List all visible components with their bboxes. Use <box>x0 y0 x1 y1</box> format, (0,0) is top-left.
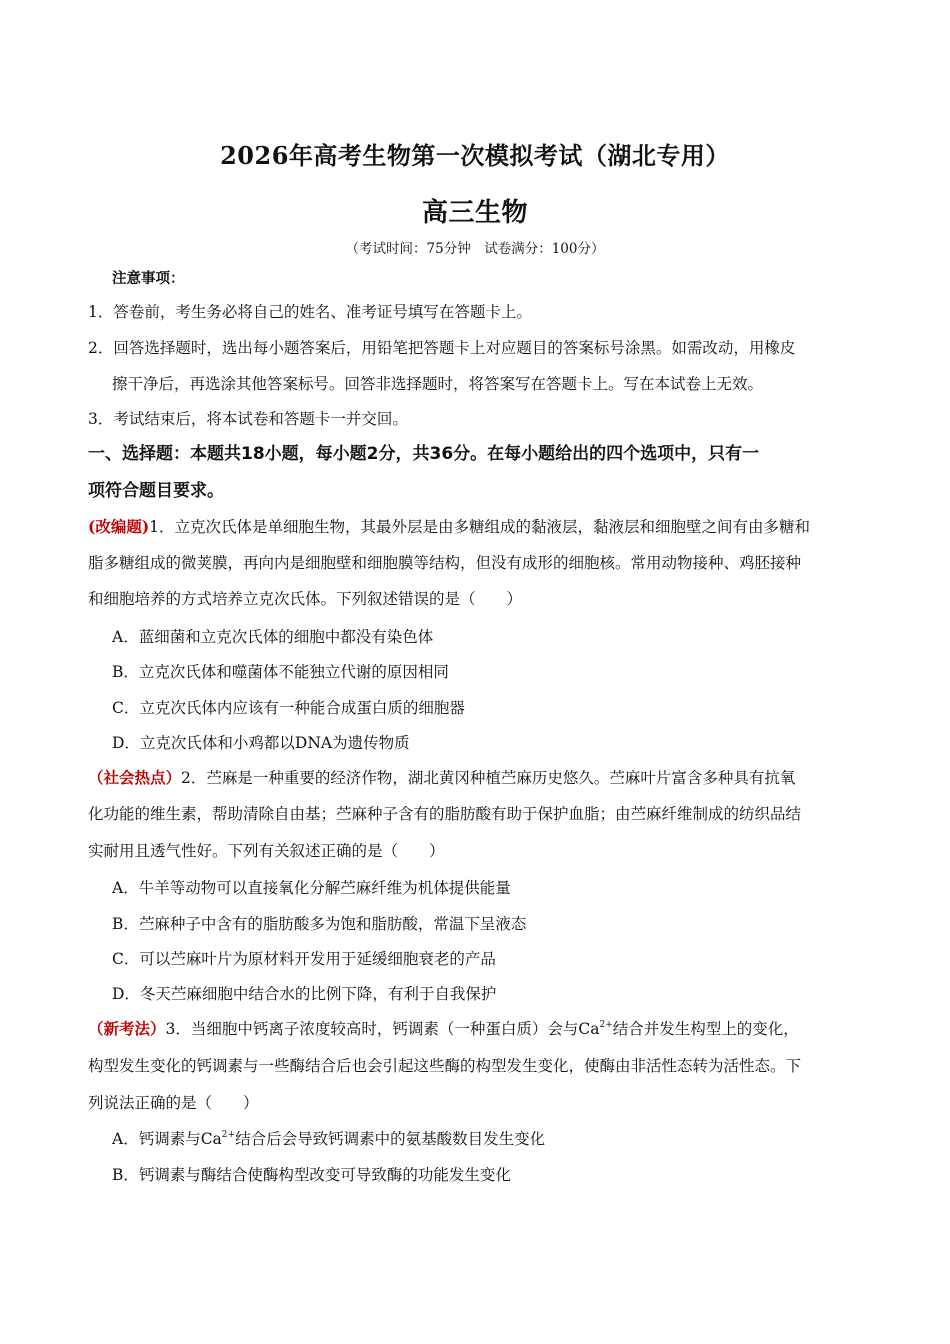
question-1-option-a: A．蓝细菌和立克次氏体的细胞中都没有染色体 <box>112 628 434 646</box>
question-3-ion-charge: 2+ <box>599 1019 613 1030</box>
question-2-tag: （社会热点） <box>88 768 182 787</box>
question-3-line-1 <box>88 1018 862 1040</box>
notice-item-1: 1．答卷前，考生务必将自己的姓名、准考证号填写在答题卡上。 <box>88 303 532 321</box>
question-3-tag: （新考法） <box>88 1019 166 1038</box>
section-heading-line-2: 项符合题目要求。 <box>88 481 224 501</box>
exam-info: （考试时间：75分钟 试卷满分：100分） <box>345 241 605 257</box>
question-3-line-2: 构型发生变化的钙调素与一些酶结合后也会引起这些酶的构型发生变化，使酶由非活性态转为活性态。下 <box>88 1057 802 1075</box>
question-2-text-1: 2．苎麻是一种重要的经济作物，湖北黄冈种植苎麻历史悠久。苎麻叶片富含多种具有抗氧 <box>181 769 796 787</box>
question-1-option-d: D．立克次氏体和小鸡都以DNA为遗传物质 <box>112 734 410 752</box>
question-3-text-1a: 3．当细胞中钙离子浓度较高时，钙调素（一种蛋白质）会与Ca <box>165 1020 600 1038</box>
notice-item-2-line-2: 擦干净后，再选涂其他答案标号。回答非选择题时，将答案写在答题卡上。写在本试卷上无效。 <box>112 375 764 393</box>
question-3-option-a-text-2: 结合后会导致钙调素中的氨基酸数目发生变化 <box>235 1130 546 1148</box>
question-2-option-a: A．牛羊等动物可以直接氧化分解苎麻纤维为机体提供能量 <box>112 879 511 897</box>
question-2-option-c: C．可以苎麻叶片为原材料开发用于延缓细胞衰老的产品 <box>112 950 496 968</box>
notice-item-2-line-1: 2．回答选择题时，选出每小题答案后，用铅笔把答题卡上对应题目的答案标号涂黑。如需改动，用橡皮 <box>88 339 796 357</box>
question-3-option-b: B．钙调素与酶结合使酶构型改变可导致酶的功能发生变化 <box>112 1166 511 1184</box>
sub-title: 高三生物 <box>421 198 528 228</box>
question-1-line-1 <box>88 516 862 538</box>
question-2-option-d: D．冬天苎麻细胞中结合水的比例下降，有利于自我保护 <box>112 985 497 1003</box>
question-1-option-c: C．立克次氏体内应该有一种能合成蛋白质的细胞器 <box>112 699 465 717</box>
question-1-option-b: B．立克次氏体和噬菌体不能独立代谢的原因相同 <box>112 663 449 681</box>
question-2-option-b: B．苎麻种子中含有的脂肪酸多为饱和脂肪酸，常温下呈液态 <box>112 915 527 933</box>
question-2-line-2: 化功能的维生素，帮助清除自由基；苎麻种子含有的脂肪酸有助于保护血脂；由苎麻纤维制成的纺织品结 <box>88 805 802 823</box>
question-3-option-a-ion-charge: 2+ <box>221 1129 236 1140</box>
question-1-tag: (改编题) <box>88 517 150 536</box>
question-1-line-2: 脂多糖组成的微荚膜，再向内是细胞壁和细胞膜等结构，但没有成形的细胞核。常用动物接种、鸡胚接种 <box>88 554 802 572</box>
question-3-line-3: 列说法正确的是（ ） <box>88 1094 259 1112</box>
question-2-line-1 <box>88 767 862 789</box>
question-3-option-a-text-1: A．钙调素与Ca <box>112 1130 222 1148</box>
question-3-text-1b: 结合并发生构型上的变化， <box>612 1020 799 1038</box>
notice-heading: 注意事项： <box>112 270 185 287</box>
question-1-line-3: 和细胞培养的方式培养立克次氏体。下列叙述错误的是（ ） <box>88 590 523 608</box>
question-2-line-3: 实耐用且透气性好。下列有关叙述正确的是（ ） <box>88 842 445 860</box>
question-1-text-1: 1．立克次氏体是单细胞生物，其最外层是由多糖组成的黏液层，黏液层和细胞壁之间有由多糖和 <box>149 518 811 536</box>
notice-item-3: 3．考试结束后，将本试卷和答题卡一并交回。 <box>88 410 408 428</box>
main-title: 2026年高考生物第一次模拟考试（湖北专用） <box>220 141 730 170</box>
question-3-option-a <box>112 1128 862 1150</box>
section-heading-line-1: 一、选择题：本题共18小题，每小题2分，共36分。在每小题给出的四个选项中，只有一 <box>88 444 760 464</box>
